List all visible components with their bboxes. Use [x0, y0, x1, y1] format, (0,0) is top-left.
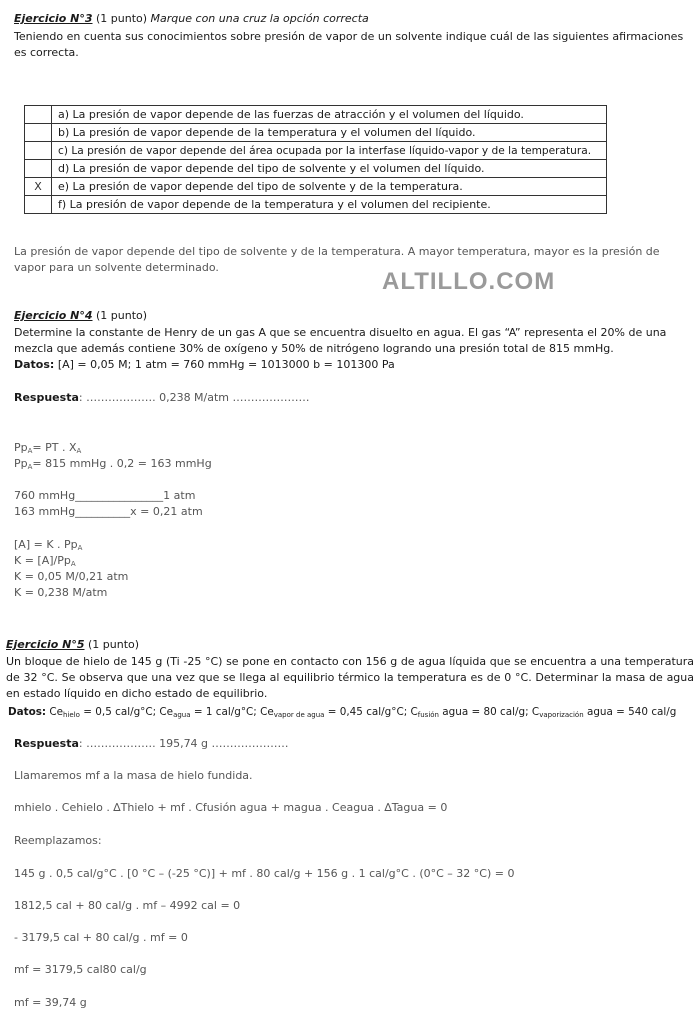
ex4-statement: Determine la constante de Henry de un gas A que se encuentra disuelto en agua. El gas “A” representa el 20% de una mezcla que además contiene 30% de oxígeno y 50% de nitrógeno logrando una presión total de 815 mmHg. [14, 326, 667, 355]
solution-line: 1812,5 cal + 80 cal/g . mf – 4992 cal = 0 [14, 899, 241, 912]
calc-line: [A] = K . $Pp_A$ [14, 538, 83, 552]
ex3-points: (1 punto) [92, 12, 151, 25]
respuesta-label: Respuesta [14, 391, 79, 404]
ex3-heading [14, 11, 692, 27]
option-text: b) La presión de vapor depende de la temperatura y el volumen del líquido. [52, 124, 607, 142]
ex3-title: Ejercicio N°3 [14, 12, 93, 25]
option-mark[interactable]: X [25, 178, 52, 196]
respuesta-label: Respuesta [14, 737, 79, 750]
ex5-heading [6, 637, 692, 653]
ex4-respuesta [14, 390, 692, 406]
option-row-b[interactable] [25, 124, 607, 142]
ex5-respuesta [14, 736, 692, 752]
option-row-e[interactable] [25, 178, 607, 196]
respuesta-value: : ………………. 195,74 g ………………… [78, 737, 289, 750]
option-text: d) La presión de vapor depende del tipo de solvente y el volumen del líquido. [52, 160, 607, 178]
option-mark[interactable] [25, 196, 52, 214]
option-mark[interactable] [25, 160, 52, 178]
ex5-statement: Un bloque de hielo de 145 g (Ti -25 °C) se pone en contacto con 156 g de agua líquida que se encuentra a una temperatura de 32 °C. Se observa que una vez que se llega al equilibrio térmico la temperatura es de 0 °C. Determinar la masa de agua en estado líquido en dicho estado de equilibrio. [6, 655, 694, 700]
ex3-explanation: La presión de vapor depende del tipo de solvente y de la temperatura. A mayor temperatura, mayor es la presión de vapor para un solvente determinado. [14, 245, 660, 274]
respuesta-value: : ………………. 0,238 M/atm ………………… [78, 391, 310, 404]
calc-line: $Pp_A= 815$ mmHg . 0,2 = 163 mmHg [14, 457, 212, 471]
datos-text: [A] = 0,05 M; 1 atm = 760 mmHg = 1013000 b = 101300 Pa [54, 358, 395, 371]
ex4-heading [14, 308, 692, 324]
calc-line: 163 mmHg__________x = 0,21 atm [14, 505, 203, 518]
solution-line: 145 g . 0,5 cal/g°C . [0 °C – (-25 °C)] + mf . 80 cal/g + 156 g . 1 cal/g°C . (0°C – 32 °C) = 0 [14, 867, 515, 880]
ex4-datos [14, 357, 692, 373]
watermark-logo: ALTILLO.COM [382, 268, 556, 295]
solution-line: - 3179,5 cal + 80 cal/g . mf = 0 [14, 931, 188, 944]
ex4-title: Ejercicio N°4 [14, 309, 93, 322]
option-mark[interactable] [25, 106, 52, 124]
datos-label: Datos: [14, 358, 55, 371]
solution-line: mhielo . Cehielo . ∆Thielo + mf . Cfusión agua + magua . Ceagua . ∆Tagua = 0 [14, 801, 448, 814]
ex5-points: (1 punto) [84, 638, 140, 651]
options-table [24, 105, 607, 214]
calc-line: K = 0,238 M/atm [14, 586, 108, 599]
option-row-d[interactable] [25, 160, 607, 178]
solution-line: Reemplazamos: [14, 834, 102, 847]
ex5-title: Ejercicio N°5 [6, 638, 85, 651]
option-text: e) La presión de vapor depende del tipo de solvente y de la temperatura. [52, 178, 607, 196]
calc-line: $Pp_A=$ PT . $X_A$ [14, 441, 82, 455]
solution-line: Llamaremos mf a la masa de hielo fundida. [14, 769, 253, 782]
option-text: a) La presión de vapor depende de las fuerzas de atracción y el volumen del líquido. [52, 106, 607, 124]
ex3-instruction: Marque con una cruz la opción correcta [150, 12, 369, 25]
option-row-a[interactable] [25, 106, 607, 124]
option-mark[interactable] [25, 124, 52, 142]
calc-line: K = 0,05 M/0,21 atm [14, 570, 129, 583]
option-row-f[interactable] [25, 196, 607, 214]
calc-line: 760 mmHg________________1 atm [14, 489, 196, 502]
option-row-c[interactable] [25, 142, 607, 160]
ex4-points: (1 punto) [92, 309, 148, 322]
calc-line: $K = [A]/Pp_A$ [14, 554, 76, 568]
option-mark[interactable] [25, 142, 52, 160]
option-text: c) La presión de vapor depende del área ocupada por la interfase líquido-vapor y de la temperatura. [52, 142, 607, 160]
solution-line: mf = 3179,5 cal80 cal/g [14, 963, 147, 976]
ex3-statement: Teniendo en cuenta sus conocimientos sobre presión de vapor de un solvente indique cuál de las siguientes afirmaciones es correcta. [14, 30, 684, 59]
ex5-datos: Datos: $Ce_{hielo} = 0,5$ cal/g°C; $Ce_{agua} = 1$ cal/g°C; $Ce_{vapor de agua} = 0,45$ cal/g°C; $C_{fusión}$ agua = 80 cal/g; $C_{vaporización}$ agua = 540 cal/g [8, 706, 677, 719]
solution-line: mf = 39,74 g [14, 996, 87, 1009]
option-text: f) La presión de vapor depende de la temperatura y el volumen del recipiente. [52, 196, 607, 214]
